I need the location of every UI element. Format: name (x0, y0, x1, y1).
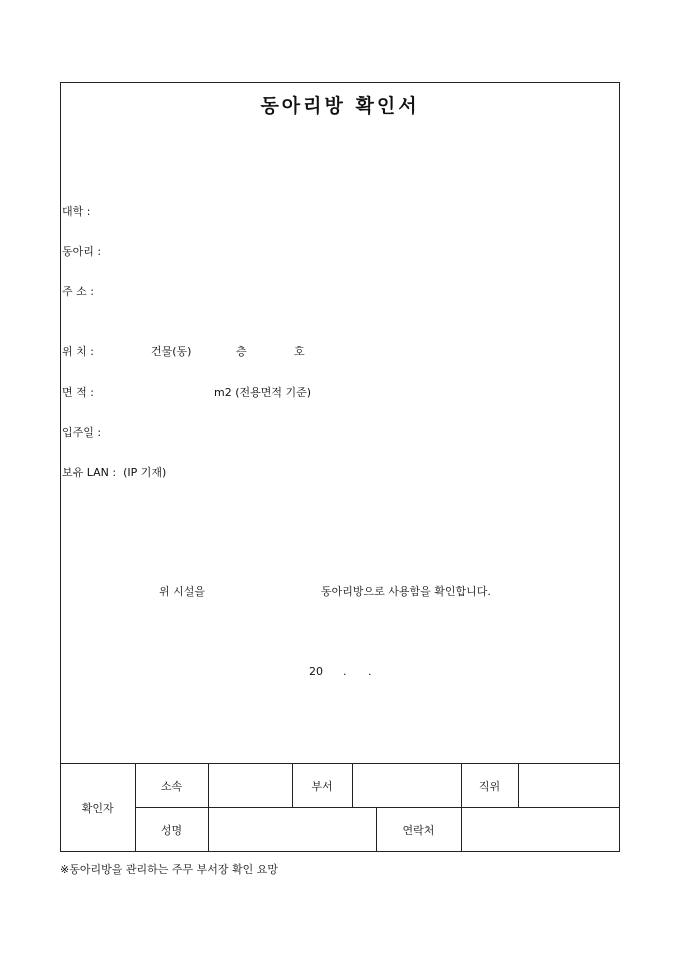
location-field: 위 치 : (62, 345, 94, 358)
area-field: 면 적 : (62, 386, 94, 399)
footnote: ※동아리방을 관리하는 주무 부서장 확인 요망 (60, 863, 278, 876)
name-label: 성명 (135, 808, 208, 852)
floor-label: 층 (236, 345, 247, 358)
date-separator-day: . (368, 665, 372, 678)
confirmer-label: 확인자 (61, 764, 135, 852)
position-value[interactable] (518, 764, 619, 808)
building-label: 건물(동) (151, 345, 192, 358)
date-separator-month: . (343, 665, 347, 678)
club-field: 동아리 : (62, 245, 102, 258)
department-value[interactable] (352, 764, 461, 808)
affiliation-label: 소속 (135, 764, 208, 808)
position-label: 직위 (461, 764, 518, 808)
address-field: 주 소 : (62, 285, 94, 298)
confirmation-form (60, 82, 620, 852)
department-label: 부서 (292, 764, 352, 808)
contact-label: 연락처 (376, 808, 461, 852)
affiliation-value[interactable] (208, 764, 292, 808)
statement-part1: 위 시설을 (159, 585, 206, 598)
room-label: 호 (294, 345, 305, 358)
university-field: 대학 : (62, 205, 91, 218)
document-title: 동아리방 확인서 (260, 95, 420, 117)
move-in-field: 입주일 : (62, 426, 102, 439)
statement-part2: 동아리방으로 사용함을 확인합니다. (321, 585, 491, 598)
area-unit-label: m2 (전용면적 기준) (214, 386, 312, 399)
lan-field: 보유 LAN : (IP 기재) (62, 466, 167, 479)
name-value[interactable] (208, 808, 376, 852)
confirmer-table (61, 763, 619, 852)
contact-value[interactable] (461, 808, 619, 852)
date-year: 20 (309, 665, 323, 678)
